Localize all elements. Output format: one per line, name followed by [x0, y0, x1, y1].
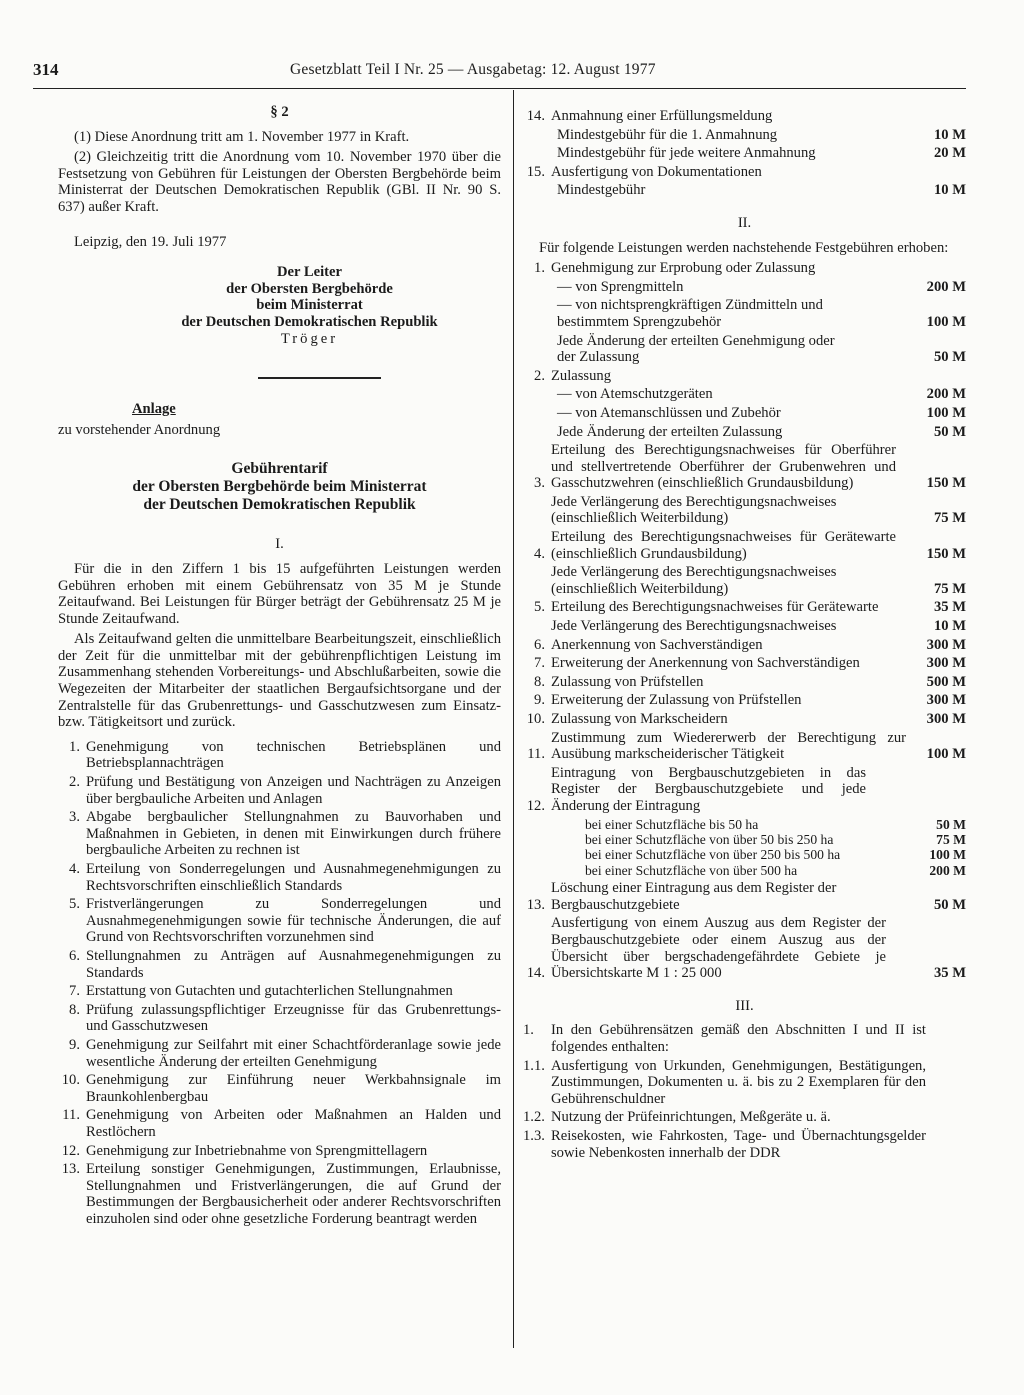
fee-row: bei einer Schutzfläche von über 250 bis 500 ha 100 M: [585, 847, 966, 863]
fee-item: 13. Löschung einer Eintragung aus dem Register der Bergbauschutzgebiete 50 M: [526, 880, 966, 913]
fee-row: Jede Änderung der erteilten Zulassung 50 M: [557, 423, 966, 440]
fee-row: Mindestgebühr für jede weitere Anmahnung 20 M: [557, 145, 966, 162]
left-column: [58, 100, 501, 1229]
separator-rule: [258, 377, 381, 379]
anlage-title: Anlage: [132, 401, 176, 418]
list-item: 10. Genehmigung zur Einführung neuer Werkbahnsignale im Braunkohlenbergbau: [61, 1072, 501, 1105]
list-item: 13. Erteilung sonstiger Genehmigungen, Zustimmungen, Erlaubnisse, Stellungnahmen und Fristverlängerungen, die auf Grund der Bestimmungen der Bergbausicherheit oder anderer Rechtsvorschriften einzuholen sind oder ohne gesetzliche Forderung beantragt werden: [61, 1161, 501, 1227]
fee-row: bei einer Schutzfläche von über 500 ha 200 M: [585, 862, 966, 878]
list-item: 12. Genehmigung zur Inbetriebnahme von Sprengmittellagern: [61, 1142, 428, 1159]
paragraph-2: (2) Gleichzeitig tritt die Anordnung vom 10. November 1970 über die Festsetzung von Gebühren für Leistungen der Obersten Bergbehörde beim Ministerrat der Deutschen Demokratischen Republik (GBl. II Nr. 90 S. 637) außer Kraft.: [58, 149, 501, 215]
tarif-title-3: der Deutschen Demokratischen Republik: [143, 496, 416, 514]
fee-item: 2. Zulassung: [534, 367, 611, 384]
list-item: 4. Erteilung von Sonderregelungen und Ausnahmegenehmigungen zu Rechtsvorschriften einschließlich Standards: [69, 861, 501, 894]
section-II-heading: II.: [737, 214, 752, 231]
list-item: 11. Genehmigung von Arbeiten oder Maßnahmen an Halden und Restlöchern: [62, 1107, 501, 1140]
fee-item: 7. Erweiterung der Anerkennung von Sachverständigen 300 M: [534, 655, 966, 672]
fee-item: 6. Anerkennung von Sachverständigen 300 M: [534, 636, 966, 653]
list-item: 2. Prüfung und Bestätigung von Anzeigen und Nachträgen zu Anzeigen über bergbauliche Arbeiten und Anlagen: [69, 774, 501, 807]
fee-item: 11. Zustimmung zum Wiedererwerb der Berechtigung zur Ausübung markscheiderischer Tätigkeit 100 M: [527, 729, 966, 763]
fee-row: Jede Verlängerung des Berechtigungsnachweises 10 M: [551, 618, 966, 635]
section-III-heading: III.: [735, 997, 754, 1014]
fee-row: bei einer Schutzfläche bis 50 ha 50 M: [585, 816, 966, 832]
anlage-subtitle: zu vorstehender Anordnung: [58, 421, 221, 438]
section-II-intro: Für folgende Leistungen werden nachstehende Festgebühren erhoben:: [539, 239, 949, 256]
fee-item: 12. Eintragung von Bergbauschutzgebieten in das Register der Bergbauschutzgebiete und jede Änderung der Eintragung: [526, 764, 866, 814]
intro-paragraph-1: Für die in den Ziffern 1 bis 15 aufgeführten Leistungen werden Gebühren erhoben mit einem Gebührensatz von 35 M je Stunde Zeitaufwand. Bei Leistungen für Bürger beträgt der Gebührensatz 25 M je Stunde Zeitaufwand.: [58, 560, 501, 627]
section-I-heading: I.: [275, 536, 284, 553]
fee-item: 1. Genehmigung zur Erprobung oder Zulassung: [534, 260, 816, 277]
list-item: 1.2. Nutzung der Prüfeinrichtungen, Meßgeräte u. ä.: [523, 1109, 831, 1126]
column-rule: [513, 90, 514, 1348]
paragraph-1: (1) Diese Anordnung tritt am 1. November 1977 in Kraft.: [74, 128, 410, 145]
fee-item: 4. Erteilung des Berechtigungsnachweises für Gerätewarte (einschließlich Grundausbildung) 150 M: [534, 529, 966, 562]
page-number: 314: [33, 60, 59, 79]
fee-item: 8. Zulassung von Prüfstellen 500 M: [534, 673, 966, 690]
list-item: 8. Prüfung zulassungspflichtiger Erzeugnisse für das Grubenrettungs- und Gasschutzwesen: [69, 1001, 501, 1035]
list-item: 5. Fristverlängerungen zu Sonderregelungen und Ausnahmegenehmigungen sowie für technische Änderungen, die auf Grund von Rechtsvorschriften vorzunehmen sind: [69, 896, 501, 946]
running-head: Gesetzblatt Teil I Nr. 25 — Ausgabetag: 12. August 1977: [290, 61, 656, 78]
fee-row: — von Atemanschlüssen und Zubehör 100 M: [523, 405, 966, 422]
fee-row: — von Atemschutzgeräten 200 M: [523, 386, 966, 403]
fee-row: Mindestgebühr 10 M: [557, 182, 966, 199]
intro-paragraph-2: Als Zeitaufwand gelten die unmittelbare Bearbeitungszeit, einschließlich der Zeit für die unmittelbar mit der gebührenpflichtigen Leistung im Zusammenhang stehenden Vorbereitungs- und Abschlußarbeiten, sowie die Wegezeiten der Mitarbeiter der staatlichen Bergaufsichtsorgane und der Zentralstelle für das Grubenrettungs- und Gasschutzwesen zum Einsatz- bzw. Tätigkeitsort und zurück.: [58, 631, 501, 731]
top-rule: [33, 88, 966, 89]
fee-row: Jede Verlängerung des Berechtigungsnachweises (einschließlich Weiterbildung) 75 M: [551, 564, 966, 597]
fee-item: 10. Zulassung von Markscheidern 300 M: [526, 711, 966, 727]
signature-line-2: der Obersten Bergbehörde: [226, 280, 393, 297]
list-item: 1.1. Ausfertigung von Urkunden, Genehmigungen, Bestätigungen, Zustimmungen, Dokumenten u. ä. bis zu 2 Exemplaren für den Gebührenschuldner: [523, 1057, 926, 1107]
fee-item: 9. Erweiterung der Zulassung von Prüfstellen 300 M: [534, 692, 966, 709]
list-item: 1. In den Gebührensätzen gemäß den Abschnitten I und II ist folgendes enthalten:: [523, 1022, 926, 1055]
fee-row: Jede Verlängerung des Berechtigungsnachweises (einschließlich Weiterbildung) 75 M: [551, 493, 966, 527]
list-item: 7. Erstattung von Gutachten und gutachterlichen Stellungnahmen: [69, 983, 453, 1000]
fee-item: 5. Erteilung des Berechtigungsnachweises für Gerätewarte 35 M: [534, 599, 966, 616]
fee-item-15: 15. Ausfertigung von Dokumentationen: [526, 163, 762, 180]
signature-name: Tröger: [280, 330, 339, 347]
right-column: [523, 108, 966, 1163]
fee-row: — von nichtsprengkräftigen Zündmitteln und bestimmtem Sprengzubehör 100 M: [523, 297, 966, 330]
list-item: 1. Genehmigung von technischen Betriebsplänen und Betriebsplannachträgen: [69, 738, 501, 772]
signature-line-1: Der Leiter: [277, 264, 342, 281]
fee-row: — von Sprengmitteln 200 M: [523, 279, 966, 296]
signature-line-4: der Deutschen Demokratischen Republik: [181, 313, 438, 330]
list-item: 9. Genehmigung zur Seilfahrt mit einer Schachtförderanlage sowie jede wesentliche Änderung der erteilten Genehmigung: [69, 1036, 501, 1070]
fee-row: bei einer Schutzfläche von über 50 bis 250 ha 75 M: [585, 831, 966, 847]
place-date: Leipzig, den 19. Juli 1977: [74, 233, 227, 250]
section-mark: § 2: [270, 104, 289, 120]
fee-item-14: 14. Anmahnung einer Erfüllungsmeldung: [526, 108, 773, 124]
fee-row: Jede Änderung der erteilten Genehmigung oder der Zulassung 50 M: [557, 332, 966, 366]
tarif-title-1: Gebührentarif: [231, 460, 328, 478]
fee-item: 3. Erteilung des Berechtigungsnachweises für Oberführer und stellvertretende Oberführer der Grubenwehren und Gasschutzwehren (einschließlich Grundausbildung) 150 M: [534, 442, 966, 492]
list-item: 3. Abgabe bergbaulicher Stellungnahmen zu Bauvorhaben und Maßnahmen in Gebieten, in denen mit Einwirkungen durch frühere bergbauliche Arbeiten zu rechnen ist: [69, 809, 501, 859]
list-item: 1.3. Reisekosten, wie Fahrkosten, Tage- und Übernachtungsgelder sowie Nebenkosten innerhalb der DDR: [523, 1127, 926, 1161]
tarif-title-2: der Obersten Bergbehörde beim Ministerrat: [132, 478, 427, 496]
signature-line-3: beim Ministerrat: [256, 297, 363, 314]
list-item: 6. Stellungnahmen zu Anträgen auf Ausnahmegenehmigungen zu Standards: [69, 947, 501, 981]
fee-item: 14. Ausfertigung von einem Auszug aus dem Register der Bergbauschutzgebiete oder einem Auszug aus der Übersicht über bergschadengefährdete Gebiete je Übersichtskarte M 1 : 25 000 35 M: [526, 915, 966, 982]
fee-row: Mindestgebühr für die 1. Anmahnung 10 M: [557, 126, 966, 143]
